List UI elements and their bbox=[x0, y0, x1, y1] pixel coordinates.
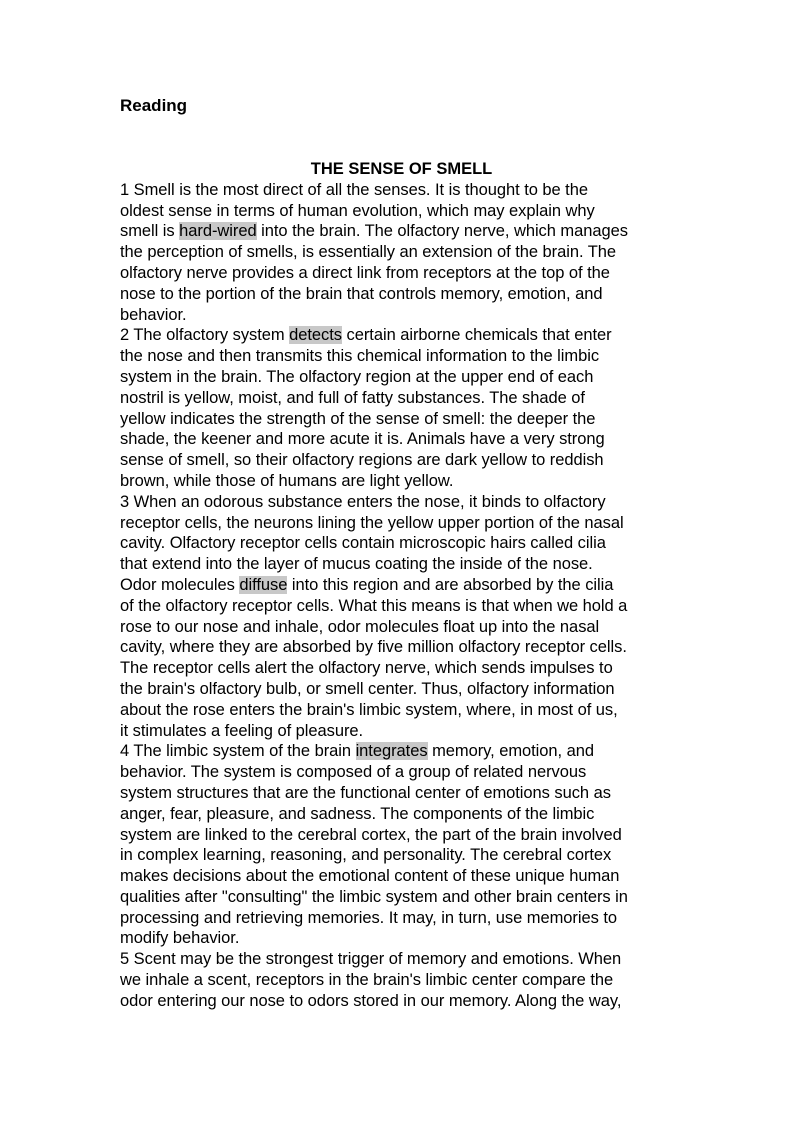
section-heading: Reading bbox=[120, 96, 188, 115]
text-line bbox=[120, 991, 680, 1012]
text-line bbox=[120, 887, 680, 908]
text-line bbox=[120, 949, 680, 970]
text-segment: qualities after "consulting" the limbic system and other brain centers in bbox=[120, 887, 628, 906]
text-segment: 5 Scent may be the strongest trigger of memory and emotions. When bbox=[120, 950, 622, 969]
text-segment: sense of smell, so their olfactory regions are dark yellow to reddish bbox=[120, 451, 604, 470]
highlighted-word: diffuse bbox=[239, 575, 288, 594]
text-segment: smell is bbox=[120, 222, 180, 241]
text-line bbox=[120, 221, 680, 242]
highlighted-word: detects bbox=[289, 326, 342, 345]
text-segment: The receptor cells alert the olfactory nerve, which sends impulses to bbox=[120, 659, 613, 678]
text-segment: in complex learning, reasoning, and personality. The cerebral cortex bbox=[120, 846, 612, 865]
text-segment: oldest sense in terms of human evolution, which may explain why bbox=[120, 201, 595, 220]
text-segment: rose to our nose and inhale, odor molecules float up into the nasal bbox=[120, 617, 600, 636]
text-line bbox=[120, 783, 680, 804]
text-segment: modify behavior. bbox=[120, 929, 240, 948]
text-line bbox=[120, 637, 680, 658]
text-line bbox=[120, 325, 680, 346]
highlighted-word: integrates bbox=[355, 742, 428, 761]
text-segment: receptor cells, the neurons lining the yellow upper portion of the nasal bbox=[120, 513, 624, 532]
paragraph-5 bbox=[120, 949, 680, 1011]
text-segment: it stimulates a feeling of pleasure. bbox=[120, 721, 364, 740]
text-segment: about the rose enters the brain's limbic system, where, in most of us, bbox=[120, 700, 618, 719]
text-line bbox=[120, 741, 680, 762]
text-line bbox=[120, 429, 680, 450]
text-segment: yellow indicates the strength of the sense of smell: the deeper the bbox=[120, 409, 596, 428]
text-segment: system are linked to the cerebral cortex, the part of the brain involved bbox=[120, 825, 622, 844]
article-body bbox=[120, 180, 680, 1012]
text-line bbox=[120, 201, 680, 222]
text-segment: that extend into the layer of mucus coating the inside of the nose. bbox=[120, 555, 593, 574]
paragraph-2 bbox=[120, 325, 680, 491]
text-line bbox=[120, 471, 680, 492]
text-line bbox=[120, 617, 680, 638]
text-line bbox=[120, 825, 680, 846]
text-line bbox=[120, 596, 680, 617]
text-segment: 3 When an odorous substance enters the nose, it binds to olfactory bbox=[120, 492, 606, 511]
text-line bbox=[120, 908, 680, 929]
text-line bbox=[120, 866, 680, 887]
text-segment: of the olfactory receptor cells. What this means is that when we hold a bbox=[120, 596, 628, 615]
text-segment: anger, fear, pleasure, and sadness. The components of the limbic bbox=[120, 804, 595, 823]
text-segment: into the brain. The olfactory nerve, which manages bbox=[256, 222, 628, 241]
text-line bbox=[120, 284, 680, 305]
text-line bbox=[120, 367, 680, 388]
text-line bbox=[120, 575, 680, 596]
text-line bbox=[120, 242, 680, 263]
text-line bbox=[120, 721, 680, 742]
text-segment: the brain's olfactory bulb, or smell center. Thus, olfactory information bbox=[120, 679, 615, 698]
text-line bbox=[120, 346, 680, 367]
text-line bbox=[120, 305, 680, 326]
text-segment: Odor molecules bbox=[120, 575, 240, 594]
text-line bbox=[120, 388, 680, 409]
text-segment: olfactory nerve provides a direct link from receptors at the top of the bbox=[120, 263, 610, 282]
text-segment: makes decisions about the emotional content of these unique human bbox=[120, 867, 620, 886]
text-line bbox=[120, 679, 680, 700]
text-segment: brown, while those of humans are light yellow. bbox=[120, 471, 454, 490]
text-line bbox=[120, 450, 680, 471]
text-line bbox=[120, 513, 680, 534]
text-segment: 2 The olfactory system bbox=[120, 326, 290, 345]
text-line bbox=[120, 928, 680, 949]
text-line bbox=[120, 804, 680, 825]
text-segment: system in the brain. The olfactory region at the upper end of each bbox=[120, 367, 594, 386]
text-segment: cavity. Olfactory receptor cells contain microscopic hairs called cilia bbox=[120, 534, 606, 553]
text-line bbox=[120, 658, 680, 679]
text-segment: 4 The limbic system of the brain bbox=[120, 742, 356, 761]
text-line bbox=[120, 700, 680, 721]
highlighted-word: hard-wired bbox=[179, 222, 257, 241]
text-line bbox=[120, 492, 680, 513]
text-segment: 1 Smell is the most direct of all the senses. It is thought to be the bbox=[120, 180, 588, 199]
text-line bbox=[120, 845, 680, 866]
text-segment: behavior. bbox=[120, 305, 187, 324]
article bbox=[120, 159, 680, 1012]
text-line bbox=[120, 409, 680, 430]
paragraph-4 bbox=[120, 741, 680, 949]
text-segment: odor entering our nose to odors stored in our memory. Along the way, bbox=[120, 991, 622, 1010]
text-segment: into this region and are absorbed by the cilia bbox=[287, 575, 614, 594]
paragraph-1 bbox=[120, 180, 680, 326]
text-line bbox=[120, 263, 680, 284]
text-segment: the nose and then transmits this chemical information to the limbic bbox=[120, 347, 600, 366]
text-segment: shade, the keener and more acute it is. Animals have a very strong bbox=[120, 430, 605, 449]
text-line bbox=[120, 180, 680, 201]
text-segment: memory, emotion, and bbox=[427, 742, 594, 761]
text-segment: we inhale a scent, receptors in the brain's limbic center compare the bbox=[120, 971, 614, 990]
text-segment: cavity, where they are absorbed by five million olfactory receptor cells. bbox=[120, 638, 627, 657]
paragraph-3 bbox=[120, 492, 680, 742]
text-segment: processing and retrieving memories. It may, in turn, use memories to bbox=[120, 908, 617, 927]
text-line bbox=[120, 970, 680, 991]
article-title: THE SENSE OF SMELL bbox=[310, 160, 493, 178]
text-segment: the perception of smells, is essentially an extension of the brain. The bbox=[120, 243, 617, 262]
text-line bbox=[120, 554, 680, 575]
text-line bbox=[120, 533, 680, 554]
text-segment: behavior. The system is composed of a group of related nervous bbox=[120, 763, 587, 782]
text-segment: certain airborne chemicals that enter bbox=[341, 326, 612, 345]
text-segment: nostril is yellow, moist, and full of fatty substances. The shade of bbox=[120, 388, 585, 407]
text-segment: system structures that are the functional center of emotions such as bbox=[120, 783, 611, 802]
text-segment: nose to the portion of the brain that controls memory, emotion, and bbox=[120, 284, 603, 303]
text-line bbox=[120, 762, 680, 783]
